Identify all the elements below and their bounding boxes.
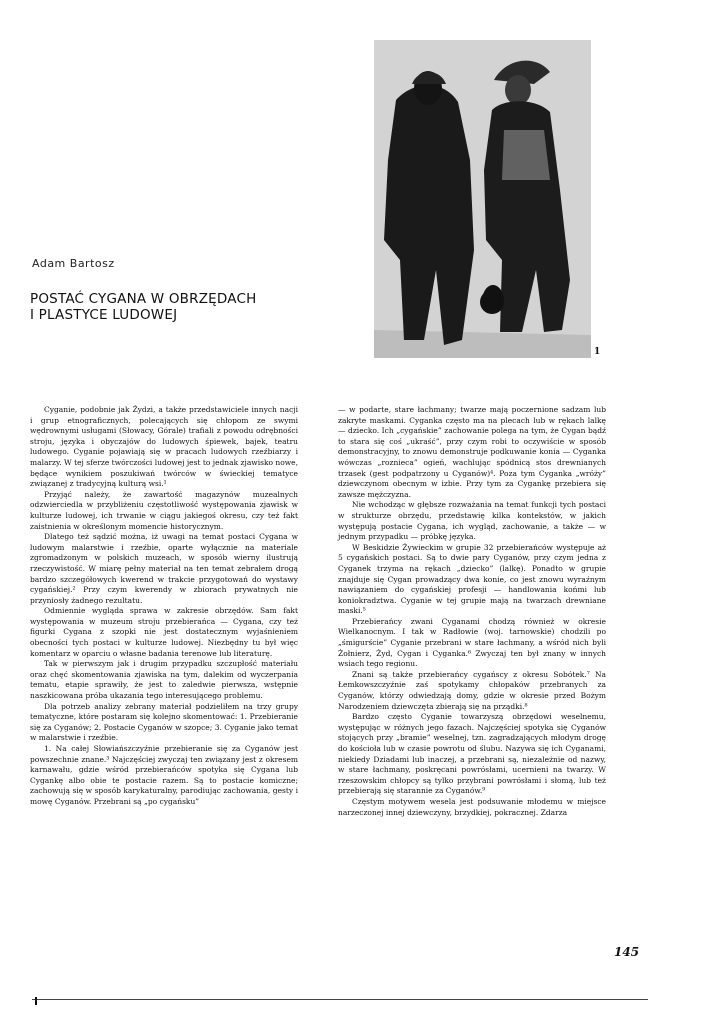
paragraph: Cyganie, podobnie jak Żydzi, a także przedstawiciele innych nacji i grup etnograficznych, polecających się chłopom ze swymi wędrownymi usługami (Słowacy, Górale) trafiali z powodu odrębności stroju, języka i obyczajów do ludowych śpiewek, bajek, teatru ludowego. Cyganie pojawiają się w pracach ludowych rzeźbiarzy i malarzy. W tej sferze twórczości ludowej jest to jednak zjawisko nowe, będące wynikiem poszukiwań twórców w świeckiej tematyce związanej z tradycyjną kulturą wsi.¹	[30, 405, 298, 489]
right-text-column	[338, 405, 606, 818]
paragraph: 1. Na całej Słowiańszczyźnie przebieranie się za Cyganów jest powszechnie znane.³ Najczęściej zwyczaj ten związany jest z okresem karnawału, gdzie wśród przebierańców spotyka się Cygana lub Cygankę albo obie te postacie razem. Są to postacie komiczne; zachowują się w sposób karykaturalny, parodiując zachowania, gesty i mowę Cyganów. Przebrani są „po cygańsku”	[30, 744, 298, 806]
paragraph: Bardzo często Cyganie towarzyszą obrzędowi weselnemu, występując w różnych jego fazach. Najczęściej spotyka się Cyganów stojących przy „bramie” weselnej, tzn. zagradzających młodym drogę do kościoła lub w czasie powrotu od ślubu. Nazywa się ich Cyganami, niekiedy Dziadami lub inaczej, a przebrani są, niezależnie od nazwy, w stare łachmany, poskręcani powrósłami, ucernieni na twarzy. W rzeszowskim chłopcy są tylko przybrani powrósłami i słomą, lub też przebierają się starannie za Cyganów.⁹	[338, 712, 606, 796]
author-name: Adam Bartosz	[32, 257, 115, 270]
footer-rule	[32, 999, 648, 1000]
paragraph: Dla potrzeb analizy zebrany materiał podzieliłem na trzy grupy tematyczne, które postaram się kolejno skomentować: 1. Przebieranie się za Cyganów; 2. Postacie Cyganów w szopce; 3. Cyganie jako temat w malarstwie i rzeźbie.	[30, 701, 298, 743]
photo-two-costumed-figures-icon	[374, 40, 591, 358]
paragraph: W Beskidzie Żywieckim w grupie 32 przebierańców występuje aż 5 cygańskich postaci. Są to dwie pary Cyganów, przy czym jedna z Cyganek trzyma na rękach „dziecko” (lalkę). Ponadto w grupie znajduje się Cygan prowadzący dwa konie, co jest znowu wyraźnym nawiązaniem do cygańskiej profesji — handlowania końmi lub koniokradztwa. Cyganie w tej grupie mają na twarzach drewniane maski.⁵	[338, 542, 606, 616]
left-text-column	[30, 405, 298, 808]
paragraph: — w podarte, stare łachmany; twarze mają poczernione sadzam lub zakryte maskami. Cyganka często ma na plecach lub w rękach lalkę — dziecko. Ich „cygańskie” zachowanie polega na tym, że Cygan bądź to stara się coś „ukraść”, przy czym robi to oczywiście w sposób demonstracyjny, to znowu demonstruje podkuwanie konia — Cyganka wówczas „rozniecа” ogień, wachlując spódnicą stos drewnianych trzasek (gest podpatrzony u Cyganów)⁴. Poza tym Cyganka „wróży” dziewczynom obecnym w izbie. Przy tym za Cygankę przebiera się zawsze mężczyzna.	[338, 405, 606, 499]
page-number: 145	[614, 945, 640, 959]
article-title	[30, 291, 310, 323]
paragraph: Znani są także przebierańcy cygańscy z okresu Sobótek.⁷ Na Łemkowszczyźnie zaś spotykamy chłopaków przebranych za Cyganów, którzy odwiedzają domy, gdzie w okresie przed Bożym Narodzeniem dziewczęta zbierają się na prządki.⁸	[338, 669, 606, 711]
paragraph: Przebierańcy zwani Cyganami chodzą również w okresie Wielkanocnym. I tak w Radłowie (woj. tarnowskie) chodzili po „śmigurście” Cyganie przebrani w stare łachmany, a wśród nich byli Żołnierz, Żyd, Cygan i Cyganka.⁶ Zwyczaj ten był znany w innych wsiach tego regionu.	[338, 616, 606, 669]
paragraph: Dlatego też sądzić można, iż uwagi na temat postaci Cygana w ludowym malarstwie i rzeźbie, oparte wyłącznie na materiale zgromadzonym w polskich muzeach, w sposób wierny ilustrują rzeczywistość. W miarę pełny materiał na ten temat zebrałem drogą bardzo szczegółowych kwerend w trakcie przygotowań do wystawy cygańskiej.² Przy czym kwerendy w zbiorach prywatnych nie przyniosły żadnego rezultatu.	[30, 532, 298, 605]
paragraph: Przyjąć należy, że zawartość magazynów muzealnych odzwierciedla w przybliżeniu częstotliwość występowania zjawisk w kulturze ludowej, ich trwanie w ciągu jakiegoś okresu, czy też fakt zaistnienia w określonym momencie historycznym.	[30, 489, 298, 531]
paragraph: Częstym motywem wesela jest podsuwanie młodemu w miejsce narzeczonej innej dziewczyny, brzydkiej, pokracznej. Zdarza	[338, 796, 606, 817]
figure-number: 1	[594, 347, 601, 357]
photo-figure	[374, 40, 591, 358]
paragraph: Tak w pierwszym jak i drugim przypadku szczupłość materiału oraz chęć skomentowania zjawiska na tym, dalekim od wyczerpania tematu, etapie sprawiły, że jest to zaledwie pierwsza, wstępnie naszkicowana próba ukazania tego interesującego problemu.	[30, 659, 298, 701]
footer-mark	[35, 997, 37, 1005]
paragraph: Nie wchodząc w głębsze rozważania na temat funkcji tych postaci w strukturze obrzędu, przedstawię kilka kontekstów, w jakich występują postacie Cygana, ich wygląd, zachowanie, a także — w jednym przypadku — próbkę języka.	[338, 500, 606, 542]
paragraph: Odmiennie wygląda sprawa w zakresie obrzędów. Sam fakt występowania w muzeum stroju przebierańca — Cygana, czy też figurki Cygana z szopki nie jest dostatecznym wyjaśnieniem obecności tych postaci w kulturze ludowej. Niezbędny tu był więc komentarz w oparciu o własne badania terenowe lub literaturę.	[30, 606, 298, 658]
title-line-1: POSTAĆ CYGANA W OBRZĘDACH	[30, 291, 257, 307]
title-line-2: I PLASTYCE LUDOWEJ	[30, 307, 178, 323]
